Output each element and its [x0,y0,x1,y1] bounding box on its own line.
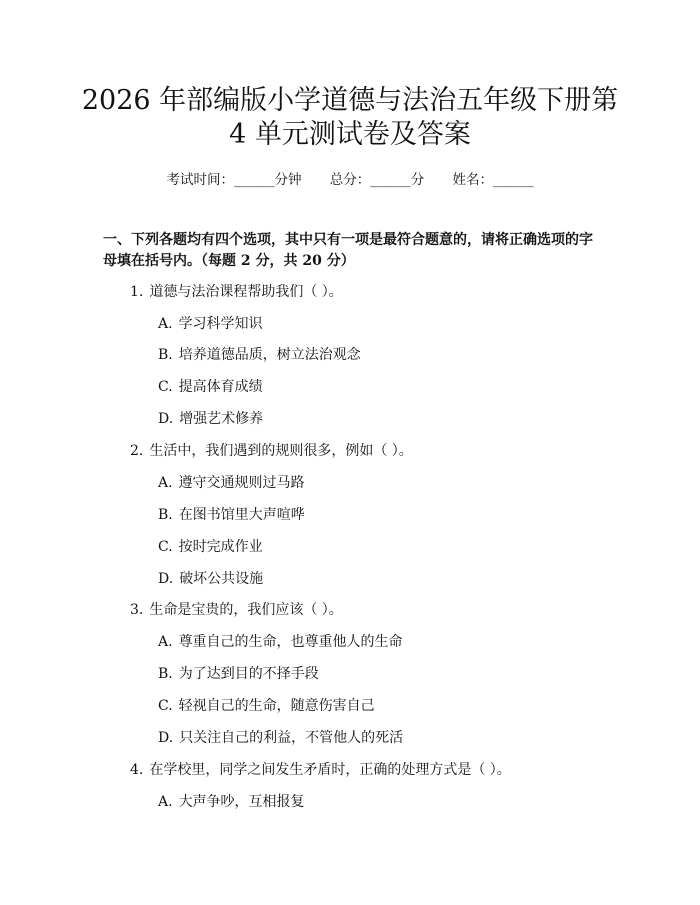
option-letter: D. [158,571,174,587]
question-1-option-b [158,345,361,365]
question-3-option-a [158,632,403,652]
question-4 [130,760,511,780]
exam-info-bar [0,170,700,190]
option-letter: A. [158,475,173,491]
option-letter: A. [158,316,173,332]
option-text: 提高体育成绩 [178,379,263,395]
question-2-option-d [158,569,263,589]
option-text: 遵守交通规则过马路 [178,475,305,491]
question-3-option-d [158,728,403,748]
document-title-line-1: 2026 年部编版小学道德与法治五年级下册第 [81,85,619,116]
question-1 [130,282,343,302]
option-letter: C. [158,379,173,395]
option-letter: A. [158,634,173,650]
option-letter: B. [158,347,173,363]
option-text: 轻视自己的生命，随意伤害自己 [178,698,375,714]
question-text: 生活中，我们遇到的规则很多，例如（ ）。 [149,443,413,459]
option-text: 尊重自己的生命，也尊重他人的生命 [178,634,403,650]
question-4-option-a [158,792,305,812]
question-2-option-b [158,505,305,525]
option-letter: B. [158,666,173,682]
question-text: 生命是宝贵的，我们应该（ ）。 [149,602,343,618]
document-title-line-2: 4 单元测试卷及答案 [229,119,471,150]
option-text: 在图书馆里大声喧哗 [178,507,305,523]
question-2 [130,441,413,461]
total-score-field: 总分：______分 [329,172,425,188]
question-3-option-b [158,664,319,684]
question-number: 4. [130,762,144,778]
option-letter: C. [158,539,173,555]
option-text: 按时完成作业 [178,539,263,555]
option-text: 增强艺术修养 [179,411,264,427]
option-letter: D. [158,730,174,746]
option-text: 培养道德品质，树立法治观念 [178,347,361,363]
option-text: 大声争吵，互相报复 [178,794,305,810]
question-number: 1. [130,284,144,300]
question-number: 3. [130,602,144,618]
question-number: 2. [130,443,144,459]
question-2-option-c [158,537,263,557]
exam-time-field: 考试时间：______分钟 [166,172,302,188]
option-text: 只关注自己的利益，不管他人的死活 [179,730,404,746]
question-2-option-a [158,473,305,493]
option-letter: A. [158,794,173,810]
option-text: 破坏公共设施 [179,571,264,587]
question-3-option-c [158,696,375,716]
question-text: 道德与法治课程帮助我们（ ）。 [149,284,343,300]
section-1-heading-line-2: 母填在括号内。（每题 2 分，共 20 分） [103,253,355,269]
question-1-option-d [158,409,263,429]
option-letter: C. [158,698,173,714]
question-1-option-c [158,377,263,397]
option-text: 为了达到目的不择手段 [178,666,319,682]
section-1-heading-line-1: 一、下列各题均有四个选项，其中只有一项是最符合题意的，请将正确选项的字 [103,232,593,248]
option-letter: B. [158,507,173,523]
question-3 [130,600,343,620]
question-text: 在学校里，同学之间发生矛盾时，正确的处理方式是（ ）。 [149,762,511,778]
question-1-option-a [158,314,263,334]
option-letter: D. [158,411,174,427]
student-name-field: 姓名：______ [452,172,534,188]
option-text: 学习科学知识 [178,316,263,332]
